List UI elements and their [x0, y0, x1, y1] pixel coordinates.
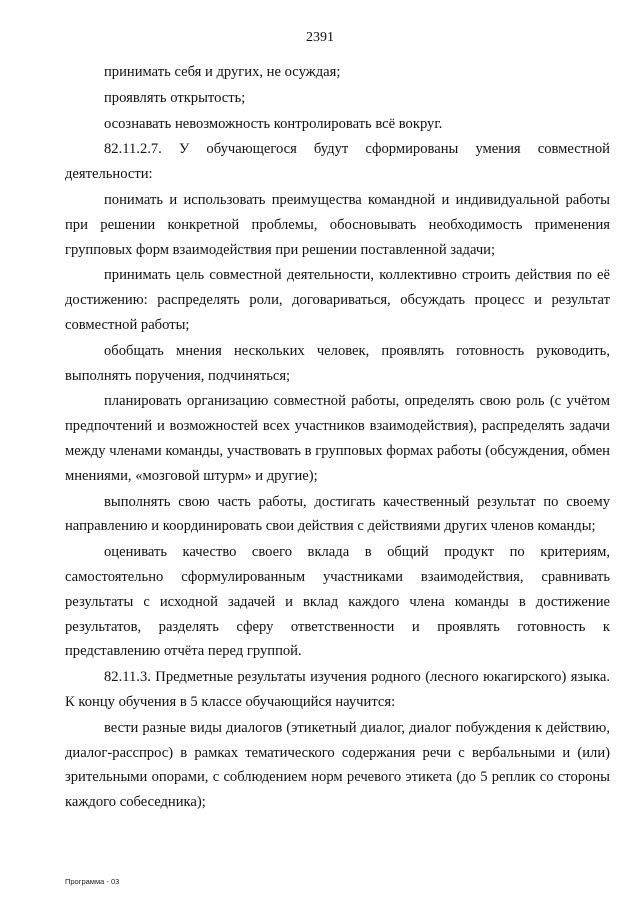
section-heading: 82.11.2.7. У обучающегося будут сформированы умения совместной деятельности:	[65, 141, 610, 183]
paragraph: вести разные виды диалогов (этикетный диалог, диалог побуждения к действию, диалог-расспрос) в рамках тематического содержания речи с вербальными и (или) зрительными опорами, с соблюдением норм речевого этикета (до 5 реплик со стороны каждого собеседника);	[65, 719, 610, 811]
paragraph: обобщать мнения нескольких человек, проявлять готовность руководить, выполнять поручения, подчиняться;	[65, 342, 610, 384]
paragraph: проявлять открытость;	[104, 89, 246, 106]
paragraph: планировать организацию совместной работы, определять свою роль (с учётом предпочтений и возможностей всех участников взаимодействия), распределять задачи между членами команды, участвовать в групповых формах работы (обсуждения, обмен мнениями, «мозговой штурм» и другие);	[65, 393, 610, 484]
paragraph: осознавать невозможность контролировать всё вокруг.	[104, 115, 443, 132]
footer-label: Программа - 03	[65, 877, 120, 886]
paragraph: принимать цель совместной деятельности, коллективно строить действия по её достижению: распределять роли, договариваться, обсуждать процесс и результат совместной работы;	[65, 267, 610, 333]
section-heading: 82.11.3. Предметные результаты изучения родного (лесного юкагирского) языка. К концу обучения в 5 классе обучающийся научится:	[65, 669, 610, 710]
paragraph: принимать себя и других, не осуждая;	[104, 64, 341, 80]
paragraph: оценивать качество своего вклада в общий продукт по критериям, самостоятельно сформулированным участниками взаимодействия, сравнивать результаты с исходной задачей и вклад каждого члена команды в достижение результатов, разделять сферу ответственности и проявлять готовность к представлению отчёта перед группой.	[65, 544, 610, 660]
document-body	[65, 60, 610, 815]
paragraph: понимать и использовать преимущества командной и индивидуальной работы при решении конкретной проблемы, обосновывать необходимость применения групповых форм взаимодействия при решении поставленной задачи;	[65, 191, 610, 258]
paragraph: выполнять свою часть работы, достигать качественный результат по своему направлению и координировать свои действия с действиями других членов команды;	[65, 493, 610, 535]
page-number: 2391	[306, 30, 334, 45]
